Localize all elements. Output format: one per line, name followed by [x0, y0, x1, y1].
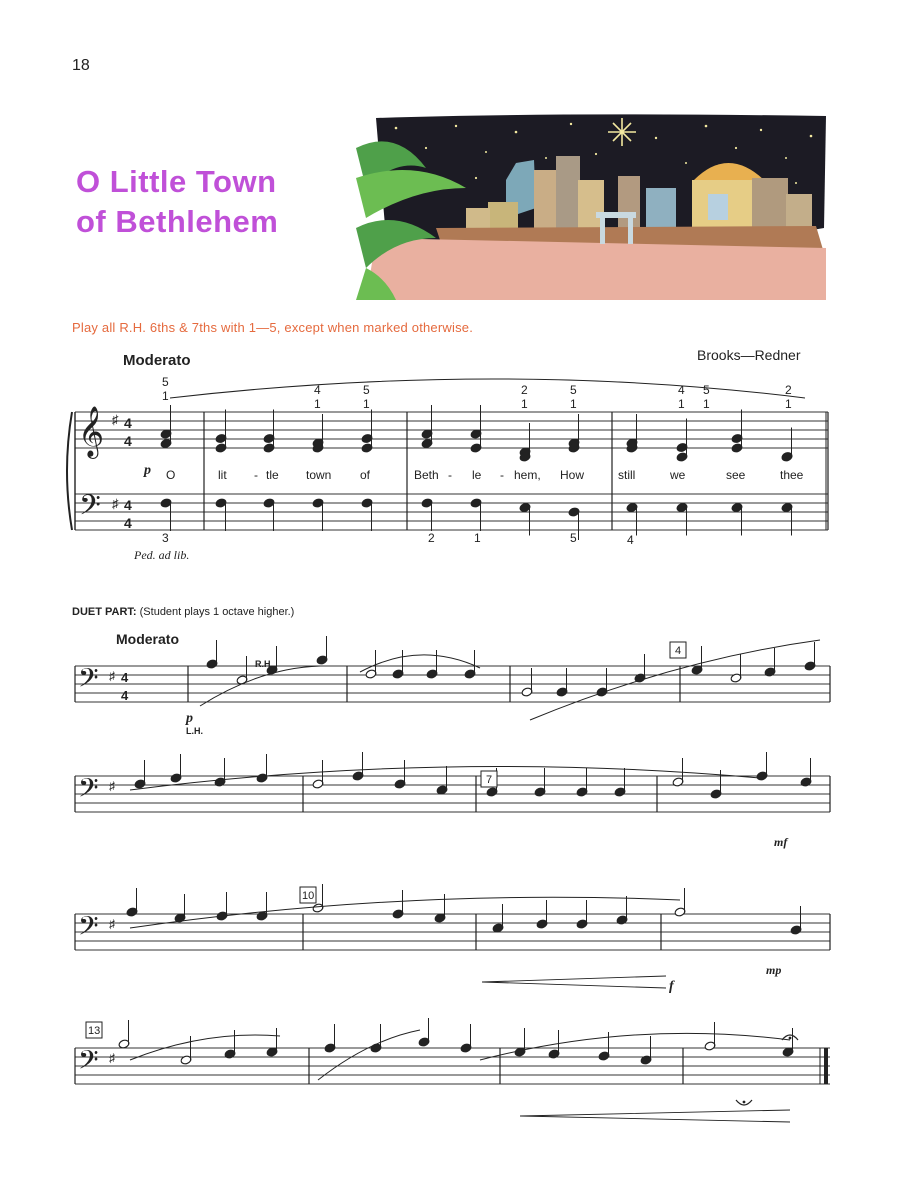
fingering-instruction: Play all R.H. 6ths & 7ths with 1—5, except when marked otherwise. [72, 320, 474, 335]
measure-number: 10 [302, 890, 315, 902]
duet-key-signature-sharp: ♯ [109, 1051, 115, 1065]
duet-time-signature-bottom: 4 [121, 688, 129, 703]
bass-fingering-number: 2 [428, 531, 435, 545]
lyric-syllable: thee [780, 468, 804, 482]
lyric-syllable: we [670, 468, 686, 482]
measure-number: 4 [675, 645, 682, 657]
fingering-number: 5 [570, 383, 577, 397]
fermata-dot [743, 1101, 746, 1104]
slur [360, 655, 480, 672]
lyric-syllable: - [500, 468, 504, 482]
duet-tempo-marking: Moderato [116, 631, 179, 647]
tempo-marking: Moderato [123, 352, 191, 369]
duet-label-bold: DUET PART: [72, 606, 137, 618]
lyric-syllable: lit [218, 468, 227, 482]
slur [480, 1033, 790, 1060]
fingering-number: 2 [785, 383, 792, 397]
duet-bass-clef: 𝄢 [78, 1045, 99, 1081]
duet-time-signature-top: 4 [121, 670, 129, 685]
bass-fingering-number: 1 [474, 531, 481, 545]
lyric-syllable: - [254, 468, 258, 482]
lyric-syllable: hem, [514, 468, 541, 482]
pedal-marking: Ped. ad lib. [134, 548, 190, 562]
duet-dynamic-f: f [669, 979, 674, 994]
lyric-syllable: of [360, 468, 371, 482]
treble-clef: 𝄞 [78, 407, 105, 456]
diminuendo-hairpin [520, 1110, 790, 1122]
duet-bass-clef: 𝄢 [78, 911, 99, 947]
duet-label-note: (Student plays 1 octave higher.) [139, 606, 295, 618]
fermata-dot [789, 1037, 792, 1040]
bass-fingering-number: 5 [570, 531, 577, 545]
lh-label: L.H. [186, 726, 203, 736]
fingering-number: 5 [703, 383, 710, 397]
duet-key-signature-sharp: ♯ [109, 779, 115, 793]
bass-fingering-number: 4 [627, 533, 634, 547]
key-signature-sharp: ♯ [112, 412, 119, 427]
lyric-syllable: How [560, 468, 585, 482]
title-line-2: of Bethlehem [76, 204, 279, 239]
measure-number: 13 [88, 1025, 101, 1037]
duet-dynamic-mp: mp [766, 963, 782, 977]
slur [318, 1030, 420, 1080]
fingering-number: 2 [521, 383, 528, 397]
duet-dynamic-mf: mf [774, 835, 788, 849]
bass-clef: 𝄢 [79, 490, 101, 528]
fingering-number: 1 [162, 389, 169, 403]
bass-time-signature-bottom: 4 [124, 515, 132, 531]
grand-staff-brace [67, 412, 72, 530]
title-line-1: O Little Town [76, 164, 277, 199]
lyric-syllable: le [472, 468, 482, 482]
bass-fingering-number: 3 [162, 531, 169, 545]
lyric-syllable: O [166, 468, 176, 482]
fingering-number: 5 [162, 375, 169, 389]
duet-dynamic-p: p [186, 711, 193, 726]
phrase-slur [170, 379, 805, 398]
lyric-syllable: see [726, 468, 746, 482]
treble-time-signature-top: 4 [124, 415, 132, 431]
page-number: 18 [72, 57, 90, 74]
fingering-number: 4 [678, 383, 685, 397]
slur [200, 666, 320, 706]
fingering-number: 1 [314, 397, 321, 411]
duet-bass-clef: 𝄢 [78, 773, 99, 809]
fingering-number: 1 [678, 397, 685, 411]
lyric-syllable: still [618, 468, 636, 482]
duet-bass-clef: 𝄢 [78, 663, 99, 699]
rh-label: R.H. [255, 659, 273, 669]
fingering-number: 1 [570, 397, 577, 411]
fingering-number: 5 [363, 383, 370, 397]
lyric-syllable: - [448, 468, 452, 482]
fingering-number: 1 [785, 397, 792, 411]
bass-time-signature-top: 4 [124, 497, 132, 513]
key-signature-sharp: ♯ [112, 496, 119, 511]
composer-credit: Brooks—Redner [697, 347, 801, 363]
treble-time-signature-bottom: 4 [124, 433, 132, 449]
dynamic-piano: p [144, 463, 151, 478]
crescendo-hairpin [482, 976, 666, 988]
lyric-syllable: town [306, 468, 332, 482]
fingering-number: 1 [521, 397, 528, 411]
lyric-syllable: tle [266, 468, 279, 482]
fingering-number: 1 [363, 397, 370, 411]
measure-number: 7 [486, 774, 493, 786]
fingering-number: 4 [314, 383, 321, 397]
lyric-syllable: Beth [414, 468, 439, 482]
duet-key-signature-sharp: ♯ [109, 669, 115, 683]
fingering-number: 1 [703, 397, 710, 411]
duet-key-signature-sharp: ♯ [109, 917, 115, 931]
